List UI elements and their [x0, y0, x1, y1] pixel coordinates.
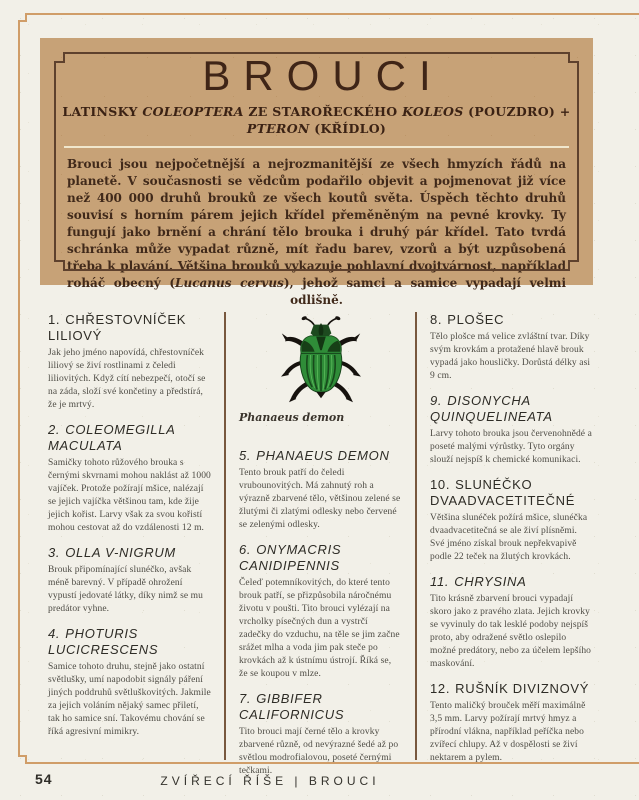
species-number: 11.	[430, 574, 450, 589]
species-description: Brouk připomínající slunéčko, avšak méně barevný. V případě ohrožení vypustí jedovaté látky, díky nimž se mu predátor vyhne.	[48, 565, 203, 614]
species-heading	[430, 574, 593, 590]
species-description: Čeleď potemníkovitých, do které tento brouk patří, se přizpůsobila náročnému životu v poušti. Tito brouci vylézají na vrcholky písečných dun a vystrčí zadečky do vzduchu, na těle se jim začne srážet mlha a voda jim pak steče po krovkách až k ústnímu ústrojí. Říká se, že se koupou v mlze.	[239, 578, 400, 679]
species-entry-2	[48, 422, 211, 535]
beetle-figure	[239, 314, 402, 424]
species-description: Tento brouk patří do čeledi vrubounovitých. Má zahnutý roh a výrazně zbarvené tělo, většinou zelené se žlutými či zlatými odlesky nebo červené se zelenými odlesky.	[239, 468, 401, 530]
species-heading	[239, 448, 402, 464]
chapter-header	[40, 38, 593, 307]
species-heading	[430, 477, 593, 509]
species-number: 1.	[48, 312, 61, 327]
species-heading	[48, 312, 211, 344]
intro-paragraph: Brouci jsou nejpočetnější a nejrozmanitější ze všech hmyzích řádů na planetě. V současnosti se vědcům podařilo objevit a pojmenovat již více než 400 000 druhů brouků ze všech koutů světa. Úspěch těchto druhů souvisí s horním párem jejich křídel přeměněným na pevné krovky. Ty fungují jako brnění a chrání tělo brouka i druhý pár křídel. Tato tvrdá schránka může vypadat různě, mít řadu barev, vzorů a být uzpůsobená třeba k plavání. Většina brouků vykazuje pohlavní dvojtvárnost, například roháč obecný (Lucanus cervus), jehož samci a samice vypadají velmi odlišně.	[67, 157, 567, 307]
species-name: SLUNÉČKO DVAADVACETITEČNÉ	[430, 477, 576, 508]
figure-caption: Phanaeus demon	[239, 411, 345, 424]
species-number: 10.	[430, 477, 451, 492]
species-entry-1	[48, 312, 211, 412]
species-name: PLOŠEC	[447, 312, 505, 327]
species-columns	[48, 312, 593, 788]
species-number: 4.	[48, 626, 61, 641]
species-entry-7	[239, 691, 402, 778]
beetle-illustration	[281, 314, 361, 404]
column-divider	[224, 312, 226, 760]
species-description: Tělo plošce má velice zvláštní tvar. Díky svým krovkám a protažené hlavě brouk vypadá jako housličky. Dorůstá délky asi 9 cm.	[430, 332, 591, 381]
column-1	[48, 312, 211, 788]
species-name: CHRYSINA	[454, 574, 527, 589]
page-title: BROUCI	[202, 52, 444, 99]
species-entry-6	[239, 542, 402, 681]
species-entry-11	[430, 574, 593, 671]
species-description: Tito krásně zbarvení brouci vypadají skoro jako z pravého zlata. Jejich krovky se vyvinuly do tak lesklé podoby nejspíš proto, aby odražené světlo oslepilo možné predátory, nebo za účelem lepšího maskování.	[430, 594, 592, 669]
species-description: Jak jeho jméno napovídá, chřestovníček liliový se živí rostlinami z čeledi liliovitých. Když cítí nebezpečí, otočí se na záda, složí své končetiny a předstírá, že je mrtvý.	[48, 348, 206, 410]
species-number: 2.	[48, 422, 61, 437]
species-name: RUŠNÍK DIVIZNOVÝ	[455, 681, 590, 696]
species-description: Tito brouci mají černé tělo a krovky zbarvené různě, od nevýrazné šedé až po světlou modrofialovou, poseté černými tečkami.	[239, 727, 399, 776]
species-description: Larvy tohoto brouka jsou červenohnědé a poseté malými výrůstky. Tyto orgány slouží nejspíš k chemické komunikaci.	[430, 429, 592, 465]
species-entry-12	[430, 681, 593, 765]
species-entry-8	[430, 312, 593, 383]
species-number: 5.	[239, 448, 252, 463]
species-number: 8.	[430, 312, 443, 327]
species-number: 3.	[48, 545, 61, 560]
species-heading	[430, 312, 593, 328]
species-name: COLEOMEGILLA MACULATA	[48, 422, 176, 453]
species-number: 12.	[430, 681, 451, 696]
column-3	[430, 312, 593, 788]
species-number: 7.	[239, 691, 252, 706]
species-heading	[430, 393, 593, 425]
species-heading	[48, 626, 211, 658]
species-name: PHOTURIS LUCICRESCENS	[48, 626, 159, 657]
column-2	[239, 312, 402, 788]
species-name: GIBBIFER CALIFORNICUS	[239, 691, 345, 722]
species-heading	[239, 691, 402, 723]
species-description: Samice tohoto druhu, stejně jako ostatní světlušky, umí napodobit signály páření jiných poddruhů světluškovitých. Jakmile za jejich voláním nějaký samec přiletí, tak ho samice sní. Takovému chování se říká agresivní mimikry.	[48, 662, 211, 737]
species-heading	[239, 542, 402, 574]
species-name: ONYMACRIS CANIDIPENNIS	[239, 542, 342, 573]
species-number: 9.	[430, 393, 443, 408]
species-entry-3	[48, 545, 211, 616]
header-divider	[64, 146, 569, 148]
species-entry-10	[430, 477, 593, 564]
running-title: ZVÍŘECÍ ŘÍŠE | BROUCI	[160, 774, 380, 788]
species-name: DISONYCHA QUINQUELINEATA	[430, 393, 553, 424]
species-name: PHANAEUS DEMON	[256, 448, 390, 463]
species-entry-5	[239, 448, 402, 532]
species-entry-9	[430, 393, 593, 467]
etymology-subtitle: LATINSKY COLEOPTERA ZE STAROŘECKÉHO KOLEOS (POUZDRO) + PTERON (KŘÍDLO)	[62, 104, 571, 136]
species-description: Samičky tohoto růžového brouka s černými skvrnami mohou naklást až 1000 vajíček. Protože požírají mšice, nalézají se jejich vajíčka většinou tam, kde žije jejich kořist. Larvy však za svou kořistí mohou cestovat až do vzdálenosti 12 m.	[48, 458, 211, 533]
species-description: Tento maličký brouček měří maximálně 3,5 mm. Larvy požírají mrtvý hmyz a přírodní vlákna, například peříčka nebo zvířecí chlupy. Až v dospělosti se živí nektarem a pylem.	[430, 701, 586, 763]
species-entry-4	[48, 626, 211, 739]
species-heading	[430, 681, 593, 697]
page-number: 54	[35, 771, 53, 787]
column-divider	[415, 312, 417, 760]
species-description: Většina slunéček požírá mšice, slunéčka dvaadvacetitečná se ale živí plísněmi. Své jméno získal brouk nepřekvapivě podle 22 teček na žlutých krovkách.	[430, 513, 588, 562]
species-number: 6.	[239, 542, 252, 557]
species-name: CHŘESTOVNÍČEK LILIOVÝ	[48, 312, 187, 343]
species-heading	[48, 545, 211, 561]
species-name: OLLA V-NIGRUM	[65, 545, 176, 560]
species-heading	[48, 422, 211, 454]
